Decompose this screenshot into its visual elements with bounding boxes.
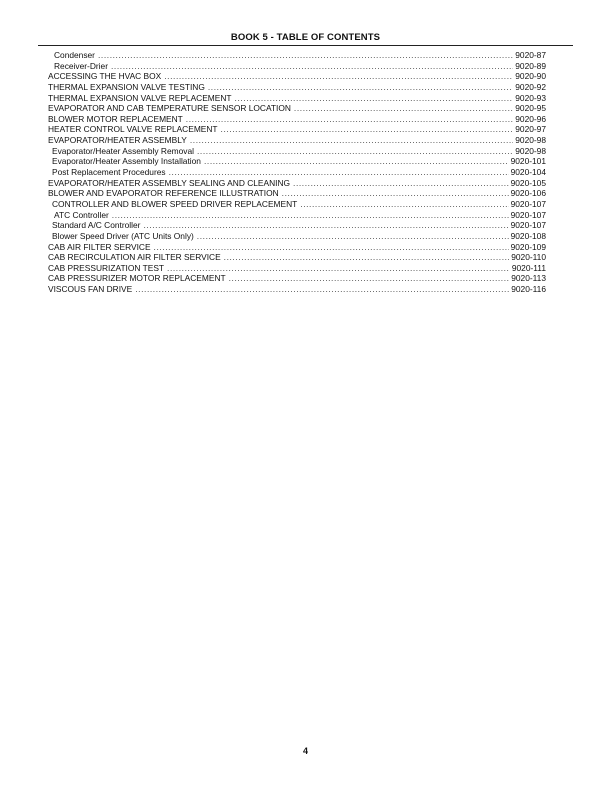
- toc-dot-leader: [190, 135, 513, 146]
- toc-dot-leader: [154, 242, 509, 253]
- toc-entry-title: EVAPORATOR AND CAB TEMPERATURE SENSOR LOCATION: [48, 103, 291, 114]
- toc-entry[interactable]: [48, 71, 546, 82]
- toc-dot-leader: [143, 220, 508, 231]
- toc-entry[interactable]: [48, 242, 546, 253]
- toc-dot-leader: [164, 71, 513, 82]
- toc-entry[interactable]: [48, 263, 546, 274]
- toc-entry-title: ACCESSING THE HVAC BOX: [48, 71, 162, 82]
- toc-entry[interactable]: [48, 231, 546, 242]
- toc-dot-leader: [197, 146, 513, 157]
- toc-dot-leader: [294, 103, 513, 114]
- toc-entry-page: 9020-98: [515, 145, 546, 156]
- toc-entry-title: Standard A/C Controller: [52, 220, 141, 231]
- toc-entry[interactable]: [48, 178, 546, 189]
- toc-entry-page: 9020-107: [510, 220, 546, 231]
- toc-entry-title: ATC Controller: [54, 209, 109, 220]
- toc-dot-leader: [235, 93, 514, 104]
- toc-entry-title: CAB RECIRCULATION AIR FILTER SERVICE: [48, 252, 221, 263]
- toc-entry[interactable]: [48, 50, 546, 61]
- toc-entry-title: THERMAL EXPANSION VALVE REPLACEMENT: [48, 92, 232, 103]
- toc-entry[interactable]: [48, 114, 546, 125]
- toc-entry-page: 9020-110: [511, 252, 546, 263]
- toc-entry[interactable]: [48, 146, 546, 157]
- page-number: 4: [302, 746, 308, 756]
- toc-entry-title: Condenser: [54, 50, 95, 60]
- toc-dot-leader: [229, 273, 510, 284]
- toc-entry[interactable]: [48, 124, 546, 135]
- toc-entry-page: 9020-107: [510, 198, 546, 209]
- toc-entry-title: Evaporator/Heater Assembly Installation: [52, 156, 201, 167]
- toc-entry-page: 9020-107: [510, 209, 546, 220]
- toc-entry-page: 9020-106: [510, 188, 546, 199]
- table-of-contents: [48, 50, 546, 295]
- toc-entry-title: VISCOUS FAN DRIVE: [48, 284, 133, 295]
- toc-dot-leader: [221, 124, 514, 135]
- toc-dot-leader: [282, 188, 509, 199]
- toc-entry[interactable]: [48, 61, 546, 72]
- toc-entry-page: 9020-111: [511, 262, 546, 273]
- toc-dot-leader: [135, 284, 509, 295]
- toc-dot-leader: [197, 231, 509, 242]
- toc-entry-page: 9020-104: [510, 167, 546, 178]
- toc-dot-leader: [208, 82, 513, 93]
- toc-dot-leader: [167, 263, 510, 274]
- toc-entry[interactable]: [48, 210, 546, 221]
- toc-dot-leader: [111, 61, 513, 72]
- toc-entry-title: EVAPORATOR/HEATER ASSEMBLY: [48, 135, 187, 146]
- toc-entry-title: EVAPORATOR/HEATER ASSEMBLY SEALING AND CLEANING: [48, 177, 291, 188]
- toc-entry-page: 9020-92: [515, 81, 546, 92]
- toc-entry[interactable]: [48, 273, 546, 284]
- toc-entry-page: 9020-97: [515, 124, 546, 135]
- toc-dot-leader: [204, 156, 509, 167]
- toc-entry[interactable]: [48, 135, 546, 146]
- toc-dot-leader: [224, 252, 510, 263]
- toc-entry-title: CAB PRESSURIZATION TEST: [48, 262, 165, 273]
- toc-entry-title: BLOWER AND EVAPORATOR REFERENCE ILLUSTRATION: [48, 188, 279, 199]
- page-title: BOOK 5 - TABLE OF CONTENTS: [230, 32, 381, 43]
- toc-entry[interactable]: [48, 188, 546, 199]
- toc-entry-title: CAB PRESSURIZER MOTOR REPLACEMENT: [48, 273, 226, 284]
- toc-dot-leader: [300, 199, 508, 210]
- toc-entry-page: 9020-89: [515, 60, 546, 71]
- toc-entry-page: 9020-108: [510, 230, 546, 241]
- toc-entry-page: 9020-116: [511, 284, 546, 295]
- toc-dot-leader: [98, 50, 513, 61]
- toc-entry-page: 9020-93: [515, 92, 546, 103]
- toc-entry-title: Receiver-Drier: [54, 60, 108, 71]
- toc-entry[interactable]: [48, 220, 546, 231]
- toc-entry[interactable]: [48, 252, 546, 263]
- toc-dot-leader: [186, 114, 513, 125]
- toc-entry[interactable]: [48, 284, 546, 295]
- toc-entry-title: THERMAL EXPANSION VALVE TESTING: [48, 81, 205, 92]
- toc-dot-leader: [112, 210, 509, 221]
- toc-entry-title: CONTROLLER AND BLOWER SPEED DRIVER REPLACEMENT: [52, 198, 298, 209]
- toc-entry[interactable]: [48, 199, 546, 210]
- header-divider: [38, 45, 573, 46]
- toc-entry-page: 9020-109: [510, 241, 546, 252]
- toc-entry-page: 9020-113: [511, 273, 546, 284]
- toc-entry[interactable]: [48, 156, 546, 167]
- toc-entry[interactable]: [48, 103, 546, 114]
- toc-entry-page: 9020-95: [515, 103, 546, 114]
- toc-entry-page: 9020-101: [510, 156, 546, 167]
- toc-entry[interactable]: [48, 167, 546, 178]
- toc-dot-leader: [169, 167, 509, 178]
- toc-entry[interactable]: [48, 82, 546, 93]
- toc-entry-title: Evaporator/Heater Assembly Removal: [52, 145, 194, 156]
- toc-entry-title: BLOWER MOTOR REPLACEMENT: [48, 113, 183, 124]
- toc-dot-leader: [293, 178, 509, 189]
- toc-entry-title: HEATER CONTROL VALVE REPLACEMENT: [48, 124, 218, 135]
- toc-entry-page: 9020-90: [515, 71, 546, 82]
- toc-entry-page: 9020-105: [510, 177, 546, 188]
- toc-entry[interactable]: [48, 93, 546, 104]
- toc-entry-page: 9020-87: [515, 50, 546, 60]
- toc-entry-page: 9020-96: [515, 113, 546, 124]
- toc-entry-title: Blower Speed Driver (ATC Units Only): [52, 230, 194, 241]
- toc-entry-page: 9020-98: [515, 135, 546, 146]
- toc-entry-title: Post Replacement Procedures: [52, 167, 166, 178]
- toc-entry-title: CAB AIR FILTER SERVICE: [48, 241, 151, 252]
